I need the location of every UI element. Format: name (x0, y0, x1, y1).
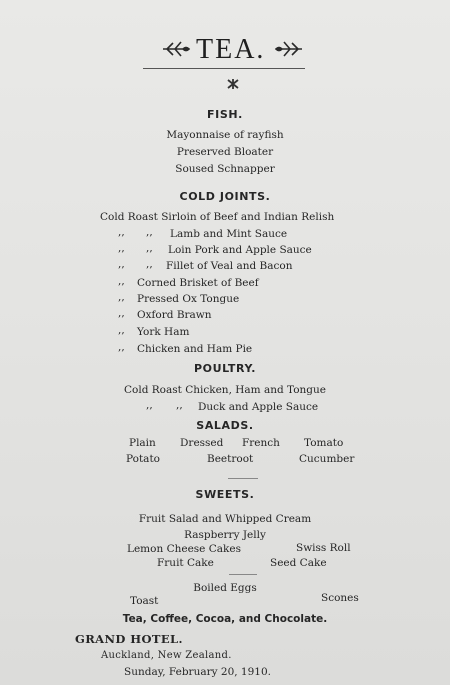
fish-item: Preserved Bloater (176, 146, 274, 158)
boiled-eggs-item: Boiled Eggs (193, 582, 257, 594)
ditto-mark: ,, (146, 399, 153, 411)
drinks-line: Tea, Coffee, Cocoa, and Chocolate. (122, 613, 328, 625)
menu-title: TEA. (196, 34, 266, 65)
cold-joint-item: Corned Brisket of Beef (137, 277, 259, 289)
ditto-mark: ,, (118, 258, 125, 270)
hotel-location: Auckland, New Zealand. (101, 650, 232, 661)
sweets-item: Lemon Cheese Cakes (127, 543, 241, 555)
salads-divider (228, 478, 258, 479)
cold-joint-item: Loin Pork and Apple Sauce (168, 244, 312, 256)
cold-joint-item: Fillet of Veal and Bacon (166, 260, 293, 272)
hotel-name: GRAND HOTEL. (75, 632, 183, 646)
sweets-item: Swiss Roll (296, 542, 351, 554)
salad-item: Plain (129, 437, 156, 449)
fish-heading: FISH. (207, 108, 243, 121)
cold-joints-heading: COLD JOINTS. (179, 190, 271, 203)
ditto-mark: ,, (118, 275, 125, 287)
ditto-mark: ,, (118, 291, 125, 303)
salad-item: Potato (126, 453, 160, 465)
ornament-icon (226, 78, 240, 90)
toast-item: Toast (130, 595, 159, 607)
salad-item: Tomato (304, 437, 344, 449)
title-rule (143, 68, 305, 69)
left-fleuron-icon (163, 40, 189, 58)
salad-item: Beetroot (207, 453, 254, 465)
sweets-item: Raspberry Jelly (184, 529, 266, 541)
sweets-divider (229, 574, 257, 575)
cold-joint-item: Chicken and Ham Pie (137, 343, 253, 355)
ditto-mark: ,, (118, 242, 125, 254)
ditto-mark: ,, (118, 341, 125, 353)
sweets-item: Seed Cake (270, 557, 327, 569)
poultry-heading: POULTRY. (193, 362, 257, 375)
salads-heading: SALADS. (196, 419, 254, 432)
cold-joint-item: Pressed Ox Tongue (137, 293, 240, 305)
salad-item: Cucumber (299, 453, 355, 465)
ditto-mark: ,, (176, 399, 183, 411)
cold-joint-item: Lamb and Mint Sauce (170, 228, 288, 240)
fish-item: Mayonnaise of rayfish (166, 129, 284, 141)
sweets-item: Fruit Salad and Whipped Cream (138, 513, 312, 525)
ditto-mark: ,, (118, 324, 125, 336)
sweets-heading: SWEETS. (195, 488, 255, 501)
ditto-mark: ,, (146, 242, 153, 254)
menu-date: Sunday, February 20, 1910. (124, 666, 271, 678)
scones-item: Scones (321, 592, 359, 604)
cold-joint-item: York Ham (137, 326, 190, 338)
sweets-item: Fruit Cake (157, 557, 214, 569)
ditto-mark: ,, (146, 226, 153, 238)
cold-joint-item: Oxford Brawn (137, 309, 212, 321)
poultry-item: Duck and Apple Sauce (198, 401, 319, 413)
salad-item: French (242, 437, 280, 449)
salad-item: Dressed (180, 437, 224, 449)
ditto-mark: ,, (118, 307, 125, 319)
ditto-mark: ,, (146, 258, 153, 270)
ditto-mark: ,, (118, 226, 125, 238)
fish-item: Soused Schnapper (175, 163, 275, 175)
right-fleuron-icon (276, 40, 302, 58)
cold-joints-first-item: Cold Roast Sirloin of Beef and Indian Relish (100, 211, 335, 223)
poultry-item: Cold Roast Chicken, Ham and Tongue (123, 384, 327, 396)
